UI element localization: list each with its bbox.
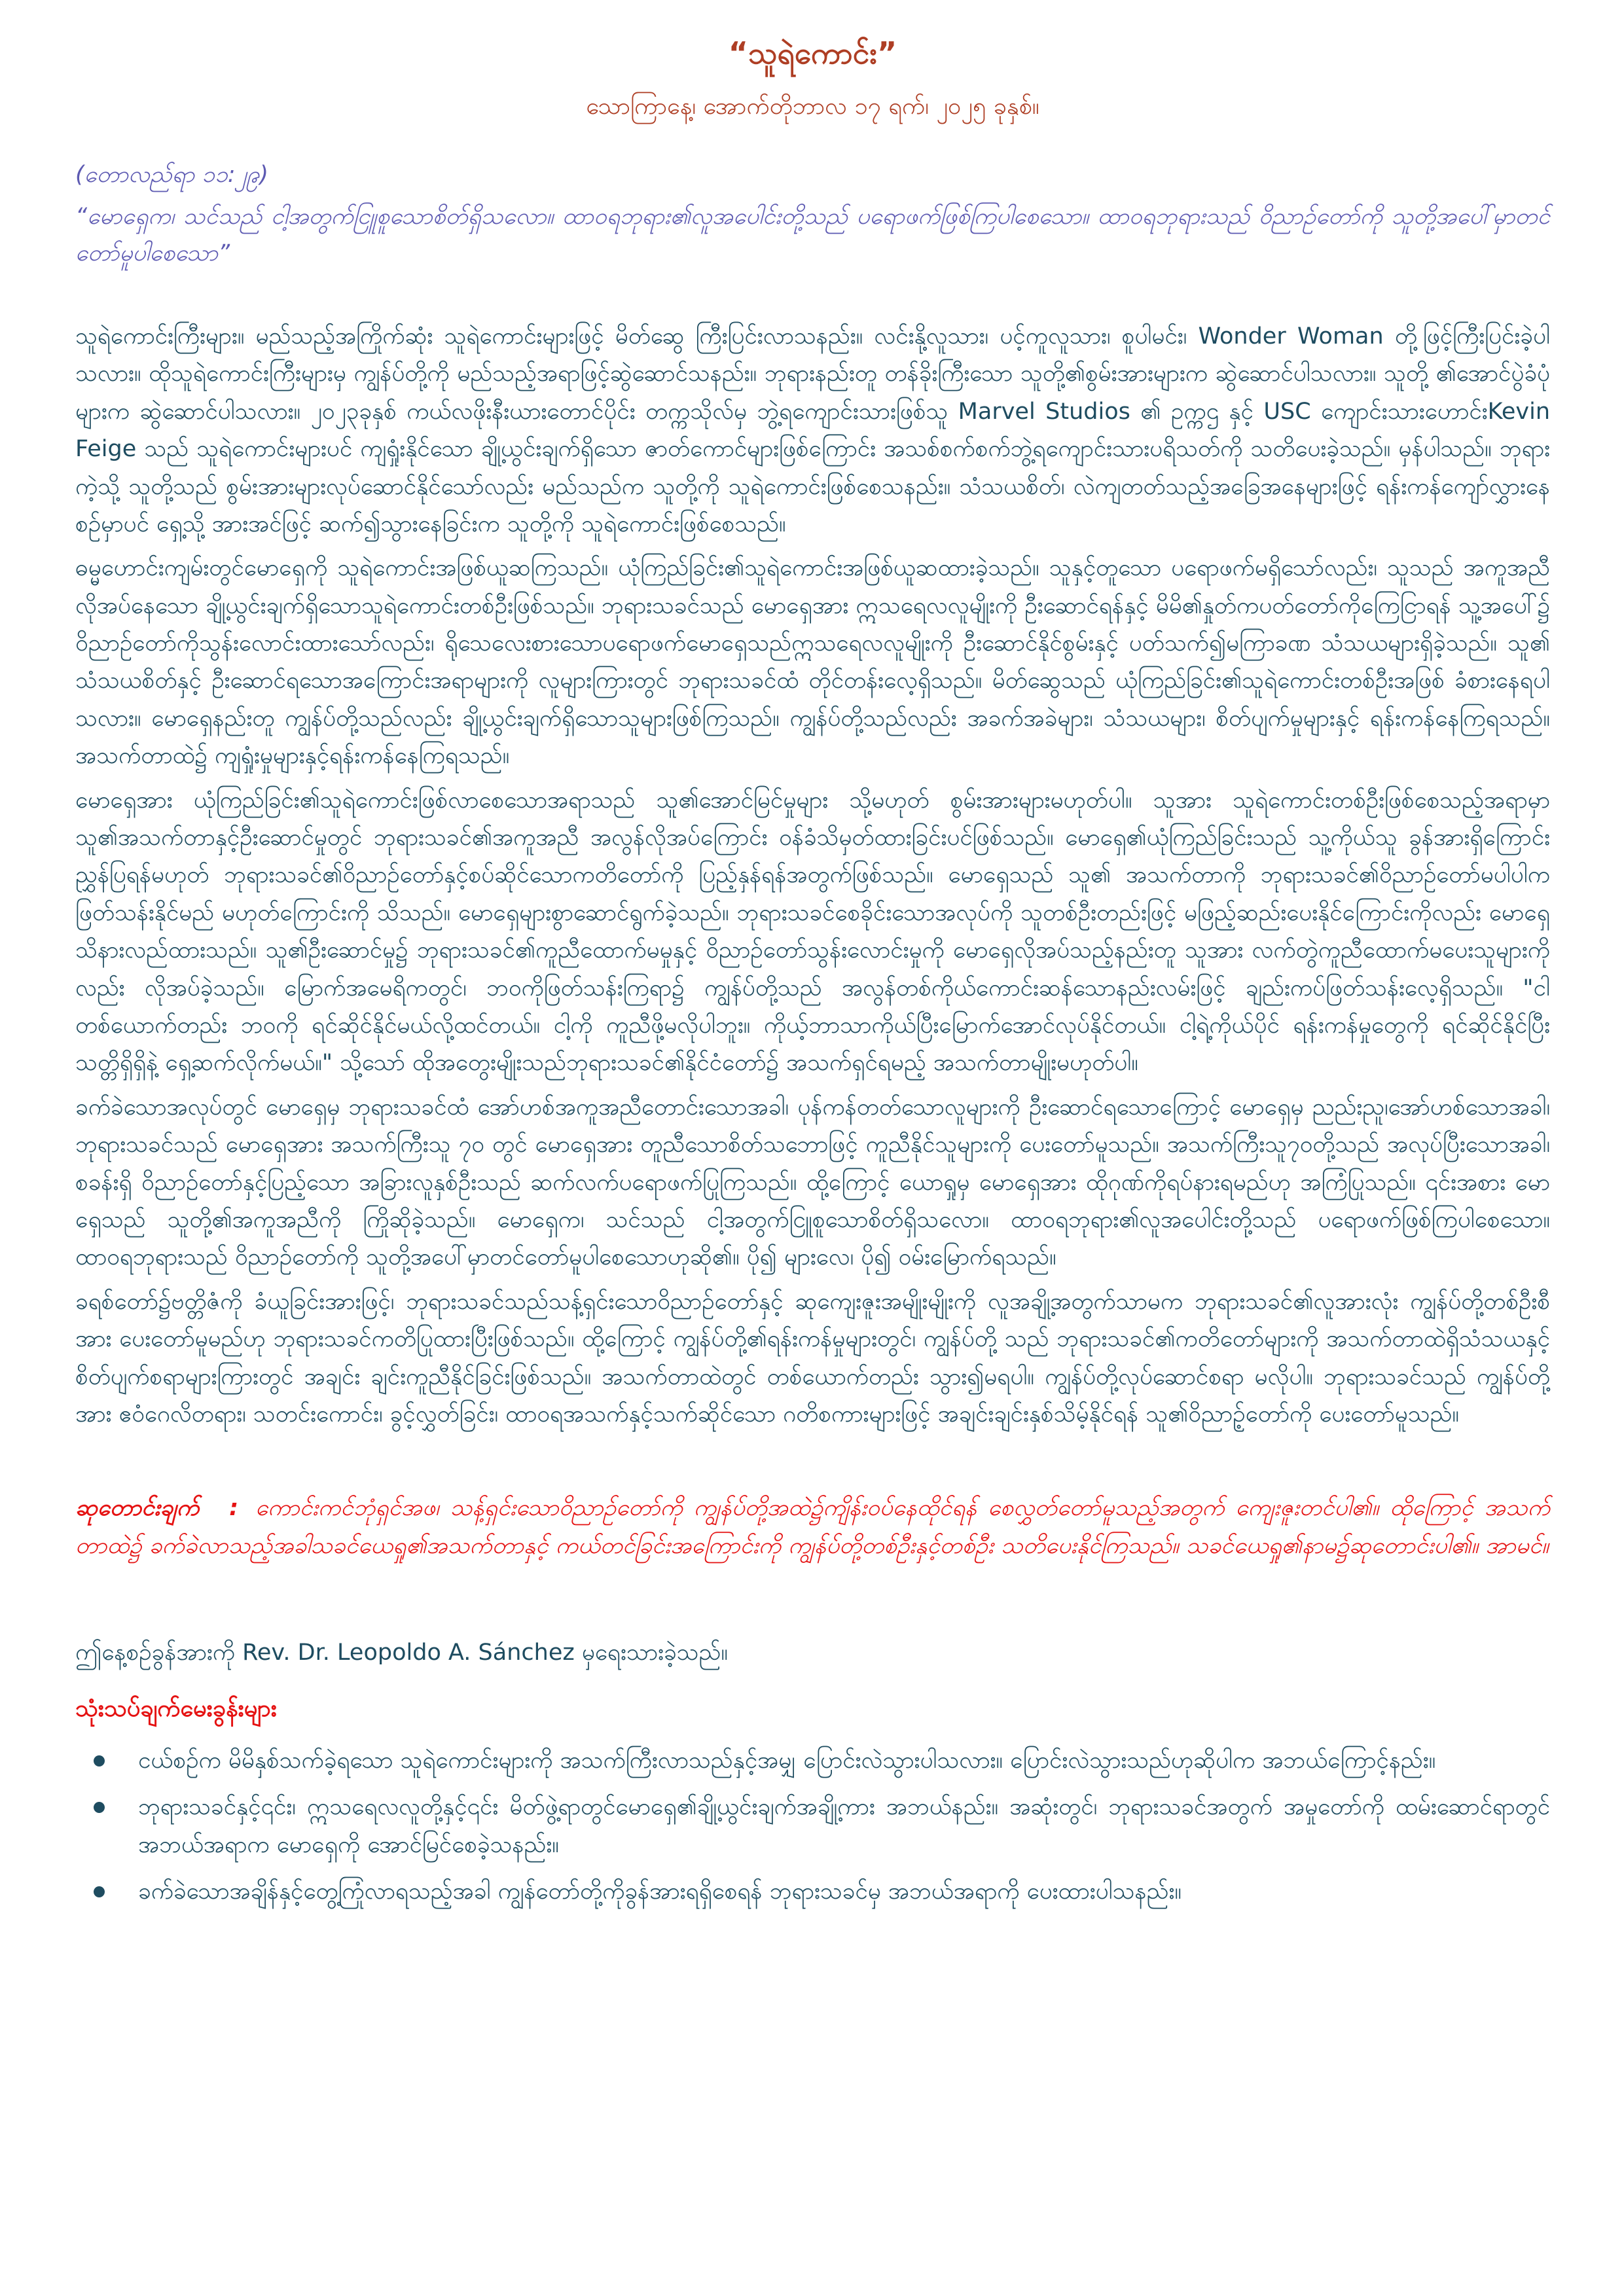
body-paragraph-2: ဓမ္မဟောင်းကျမ်းတွင်မောရှေကို သူရဲကောင်းအဖြစ်ယူဆကြသည်။ ယုံကြည်ခြင်း၏သူရဲကောင်းအဖြစ်ယူဆထားခဲ့သည်။ သူနှင့်တူသော ပရောဖက်မရှိသော်လည်း၊ သူသည် အကူအညီလိုအပ်နေသော ချို့ယွင်းချက်ရှိသောသူရဲကောင်းတစ်ဦးဖြစ်သည်။ ဘုရားသခင်သည် မောရှေအား ဣသရေလလူမျိုးကို ဦးဆောင်ရန်နှင့် မိမိ၏နှုတ်ကပတ်တော်ကိုကြေငြာရန် သူ့အပေါ်၌ ဝိညာဉ်တော်ကိုသွန်းလောင်းထားသော်လည်း၊ ရိုသေလေးစားသောပရောဖက်မောရှေသည်ဣသရေလလူမျိုးကို ဦးဆောင်နိုင်စွမ်းနှင့် ပတ်သက်၍မကြာခဏ သံသယများရှိခဲ့သည်။ သူ၏ သံသယစိတ်နှင့် ဦးဆောင်ရသောအကြောင်းအရာများကို လူများကြားတွင် ဘုရားသခင်ထံ တိုင်တန်းလေ့ရှိသည်။ မိတ်ဆွေသည် ယုံကြည်ခြင်း၏သူရဲကောင်းတစ်ဦးအဖြစ် ခံစားနေရပါသလား။ မောရှေနည်းတူ ကျွန်ပ်တို့သည်လည်း ချို့ယွင်းချက်ရှိသောသူများဖြစ်ကြသည်။ ကျွန်ပ်တို့သည်လည်း အခက်အခဲများ၊ သံသယများ၊ စိတ်ပျက်မှုများနှင့် ရန်းကန်နေကြရသည်။ အသက်တာထဲ၌ ကျရှုံးမှုများနှင့်ရန်းကန်နေကြရသည်။ — [75, 555, 1550, 770]
scripture-quote: “မောရှေက၊ သင်သည် ငါ့အတွက်ငြူစူသောစိတ်ရှိသလော။ ထာဝရဘုရား၏လူအပေါင်းတို့သည် ပရောဖက်ဖြစ်ကြပါစေသော။ ထာဝရဘုရားသည် ဝိညာဉ်တော်ကို သူတို့အပေါ်မှာတင်တော်မူပါစေသော” — [75, 203, 1550, 267]
bullet-icon — [94, 1886, 105, 1897]
body-paragraph-3: မောရှေအား ယုံကြည်ခြင်း၏သူရဲကောင်းဖြစ်လာစေသောအရာသည် သူ၏အောင်မြင်မှုများ သို့မဟုတ် စွမ်းအားများမဟုတ်ပါ။ သူအား သူရဲကောင်းတစ်ဦးဖြစ်စေသည့်အရာမှာ သူ၏အသက်တာနှင့်ဦးဆောင်မှုတွင် ဘုရားသခင်၏အကူအညီ အလွန်လိုအပ်ကြောင်း ဝန်ခံသိမှတ်ထားခြင်းပင်ဖြစ်သည်။ မောရှေ၏ယုံကြည်ခြင်းသည် သူ့ကိုယ်သူ ခွန်အားရှိကြောင်း ညွှန်ပြရန်မဟုတ် ဘုရားသခင်၏ဝိညာဉ်တော်နှင့်စပ်ဆိုင်သောကတိတော်ကို ပြည့်နှန်ရန်အတွက်ဖြစ်သည်။ မောရှေသည် သူ၏ အသက်တာကို ဘုရားသခင်၏ဝိညာဉ်တော်မပါပါက ဖြတ်သန်းနိုင်မည် မဟုတ်ကြောင်းကို သိသည်။ မောရှေများစွာဆောင်ရွက်ခဲ့သည်။ ဘုရားသခင်စေခိုင်းသောအလုပ်ကို သူတစ်ဦးတည်းဖြင့် မဖြည့်ဆည်းပေးနိုင်ကြောင်းကိုလည်း မောရှေသိနားလည်ထားသည်။ သူ၏ဦးဆောင်မှု၌ ဘုရားသခင်၏ကူညီထောက်မမှုနှင့် ဝိညာဉ်တော်သွန်းလောင်းမှုကို မောရှေလိုအပ်သည့်နည်းတူ သူအား လက်တွဲကူညီထောက်မပေးသူများကိုလည်း လိုအပ်ခဲ့သည်။ မြောက်အမေရိကတွင်၊ ဘဝကိုဖြတ်သန်းကြရာ၌ ကျွန်ပ်တို့သည် အလွန်တစ်ကိုယ်ကောင်းဆန်သောနည်းလမ်းဖြင့် ချည်းကပ်ဖြတ်သန်းလေ့ရှိသည်။ "ငါ တစ်ယောက်တည်း ဘဝကို ရင်ဆိုင်နိုင်မယ်လို့ထင်တယ်။ ငါ့ကို ကူညီဖို့မလိုပါဘူး။ ကိုယ့်ဘာသာကိုယ်ပြီးမြောက်အောင်လုပ်နိုင်တယ်။ ငါ့ရဲ့ကိုယ်ပိုင် ရန်းကန်မှုတွေကို ရင်ဆိုင်နိုင်ပြီး သတ္တိရှိရှိနဲ့ ရှေ့ဆက်လိုက်မယ်။" သို့သော် ထိုအတွေးမျိုးသည်ဘုရားသခင်၏နိုင်ငံတော်၌ အသက်ရှင်ရမည့် အသက်တာမျိုးမဟုတ်ပါ။ — [75, 787, 1550, 1077]
question-text-1: ငယ်စဉ်က မိမိနှစ်သက်ခဲ့ရသော သူရဲကောင်းများကို အသက်ကြီးလာသည်နှင့်အမျှ ပြောင်းလဲသွားပါသလား။ ပြောင်းလဲသွားသည်ဟုဆိုပါက အဘယ်ကြောင့်နည်း။ — [138, 1747, 1436, 1774]
prayer-label: ဆုတောင်းချက် — [75, 1495, 200, 1522]
prayer-text: ကောင်းကင်ဘုံရှင်အဖ၊ သန့်ရှင်းသောဝိညာဉ်တော်ကို ကျွန်ပ်တို့အထဲ၌ကျိန်းဝပ်နေထိုင်ရန် စေလွှတ်တော်မူသည့်အတွက် ကျေးဇူးတင်ပါ၏။ ထိုကြောင့် အသက်တာထဲ၌ ခက်ခဲလာသည့်အခါသခင်ယေရှု၏အသက်တာနှင့် ကယ်တင်ခြင်းအကြောင်းကို ကျွန်ပ်တို့တစ်ဦးနှင့်တစ်ဦး သတိပေးနိုင်ကြသည်။ သခင်ယေရှု၏နာမ၌ဆုတောင်းပါ၏။ အာမင်။ — [75, 1495, 1550, 1559]
bullet-icon — [94, 1802, 105, 1813]
bullet-icon — [94, 1755, 105, 1767]
prayer-colon: : — [229, 1495, 239, 1522]
question-item-1 — [75, 1742, 1550, 1780]
body-paragraph-5: ခရစ်တော်၌ဗတ္တိဇံကို ခံယူခြင်းအားဖြင့်၊ ဘုရားသခင်သည်သန့်ရှင်းသောဝိညာဉ်တော်နှင့် ဆုကျေးဇူးအမျိုးမျိုးကို လူအချို့အတွက်သာမက ဘုရားသခင်၏လူအားလုံး ကျွန်ပ်တို့တစ်ဦးစီအား ပေးတော်မူမည်ဟု ဘုရားသခင်ကတိပြုထားပြီးဖြစ်သည်။ ထို့ကြောင့် ကျွန်ပ်တို့၏ရန်းကန်မှုများတွင်၊ ကျွန်ပ်တို့ သည် ဘုရားသခင်၏ကတိတော်များကို အသက်တာထဲရှိသံသယနှင့်စိတ်ပျက်စရာများကြားတွင် အချင်း ချင်းကူညီနိုင်ခြင်းဖြစ်သည်။ အသက်တာထဲတွင် တစ်ယောက်တည်း သွား၍မရပါ။ ကျွန်ပ်တို့လုပ်ဆောင်စရာ မလိုပါ။ ဘုရားသခင်သည် ကျွန်ပ်တို့အား ဧဝံဂေလိတရား၊ သတင်းကောင်း၊ ခွင့်လွှတ်ခြင်း၊ ထာဝရအသက်နှင့်သက်ဆိုင်သော ဂတိစကားများဖြင့် အချင်းချင်းနှစ်သိမ့်နိုင်ရန် သူ၏ဝိညာဉ့်တော်ကို ပေးတော်မူသည်။ — [75, 1288, 1550, 1427]
prayer-section — [75, 1490, 1550, 1565]
questions-list — [75, 1742, 1550, 1911]
question-item-3 — [75, 1873, 1550, 1910]
page-title: “သူရဲကောင်း” — [728, 35, 897, 71]
question-item-2 — [75, 1789, 1550, 1864]
body-paragraph-1: သူရဲကောင်းကြီးများ။ မည်သည့်အကြိုက်ဆုံး သူရဲကောင်းများဖြင့် မိတ်ဆွေ ကြီးပြင်းလာသနည်း။ လင်းနို့လူသား၊ ပင့်ကူလူသား၊ စူပါမင်း၊ Wonder Woman တို့ဖြင့်ကြီးပြင်းခဲ့ပါသလား။ ထိုသူရဲကောင်းကြီးများမှ ကျွန်ပ်တို့ကို မည်သည့်အရာဖြင့်ဆွဲဆောင်သနည်း။ ဘုရားနည်းတူ တန်ခိုးကြီးသော သူတို့၏စွမ်းအားများက ဆွဲဆောင်ပါသလား။ သူတို့ ၏အောင်ပွဲခံပုံများက ဆွဲဆောင်ပါသလား။ ၂၀၂၃ခုနှစ် ကယ်လဖိုးနီးယားတောင်ပိုင်း တက္ကသိုလ်မှ ဘွဲ့ရကျောင်းသားဖြစ်သူ Marvel Studios ၏ ဥက္ကဌ နှင့် USC ကျောင်းသားဟောင်းKevin Feige သည် သူရဲကောင်းများပင် ကျရှုံးနိုင်သော ချို့ယွင်းချက်ရှိသော ဇာတ်ကောင်များဖြစ်ကြောင်း အသစ်စက်စက်ဘွဲ့ရကျောင်းသားပရိသတ်ကို သတိပေးခဲ့သည်။ မှန်ပါသည်။ ဘုရားကဲ့သို့ သူတို့သည် စွမ်းအားများလုပ်ဆောင်နိုင်သော်လည်း မည်သည်က သူတို့ကို သူရဲကောင်းဖြစ်စေသနည်း။ သံသယစိတ်၊ လဲကျတတ်သည့်အခြေအနေများဖြင့် ရန်းကန်ကျော်လွှားနေစဉ်မှာပင် ရှေ့သို့ အားအင်ဖြင့် ဆက်၍သွားနေခြင်းက သူတို့ကို သူရဲကောင်းဖြစ်စေသည်။ — [75, 323, 1550, 537]
body-paragraph-4: ခက်ခဲသောအလုပ်တွင် မောရှေမှ ဘုရားသခင်ထံ အော်ဟစ်အကူအညီတောင်းသောအခါ၊ ပုန်ကန်တတ်သောလူများကို ဦးဆောင်ရသောကြောင့် မောရှေမှ ညည်းညူ၊အော်ဟစ်သောအခါ၊ ဘုရားသခင်သည် မောရှေအား အသက်ကြီးသူ ၇၀ တွင် မောရှေအား တူညီသောစိတ်သဘောဖြင့် ကူညီနိုင်သူများကို ပေးတော်မူသည်။ အသက်ကြီးသူ၇ဝတို့သည် အလုပ်ပြီးသောအခါ၊ စခန်းရှိ ဝိညာဉ်တော်နှင့်ပြည့်သော အခြားလူနှစ်ဦးသည် ဆက်လက်ပရောဖက်ပြုကြသည်။ ထို့ကြောင့် ယောရှုမှ မောရှေအား ထိုဂုဏ်ကိုရပ်နားရမည်ဟု အကြံပြုသည်။ ၎င်းအစား မောရှေသည် သူတို့၏အကူအညီကို ကြိုဆိုခဲ့သည်။ မောရှေက၊ သင်သည် ငါ့အတွက်ငြူစူသောစိတ်ရှိသလော။ ထာဝရဘုရား၏လူအပေါင်းတို့သည် ပရောဖက်ဖြစ်ကြပါစေသော။ ထာဝရဘုရားသည် ဝိညာဉ်တော်ကို သူတို့အပေါ်မှာတင်တော်မူပါစေသောဟုဆို၏။ ပို၍ များလေ၊ ပို၍ ဝမ်းမြောက်ရသည်။ — [75, 1094, 1550, 1271]
question-text-3: ခက်ခဲသောအချိန်နှင့်တွေ့ကြုံလာရသည့်အခါ ကျွန်တော်တို့ကိုခွန်အားရရှိစေရန် ဘုရားသခင်မှ အဘယ်အရာကို ပေးထားပါသနည်း။ — [138, 1878, 1182, 1905]
date-line: သောကြာနေ့၊ အောက်တိုဘာလ ၁၇ ရက်၊ ၂၀၂၅ ခုနှစ်။ — [586, 92, 1039, 120]
scripture-reference: (တောလည်ရာ ၁၁:၂၉) — [75, 161, 269, 188]
attribution-line: ဤနေ့စဉ်ခွန်အားကို Rev. Dr. Leopoldo A. Sánchez မှရေးသားခဲ့သည်။ — [75, 1640, 728, 1666]
questions-heading: သုံးသပ်ချက်မေးခွန်းများ — [75, 1695, 277, 1722]
question-text-2: ဘုရားသခင်နှင့်၎င်း၊ ဣသရေလလူတို့နှင့်၎င်း မိတ်ဖွဲ့ရာတွင်မောရှေ၏ချို့ယွင်းချက်အချို့ကား အဘယ်နည်း။ အဆုံးတွင်၊ ဘုရားသခင်အတွက် အမှုတော်ကို ထမ်းဆောင်ရာတွင် အဘယ်အရာက မောရှေကို အောင်မြင်စေခဲ့သနည်း။ — [138, 1794, 1550, 1858]
